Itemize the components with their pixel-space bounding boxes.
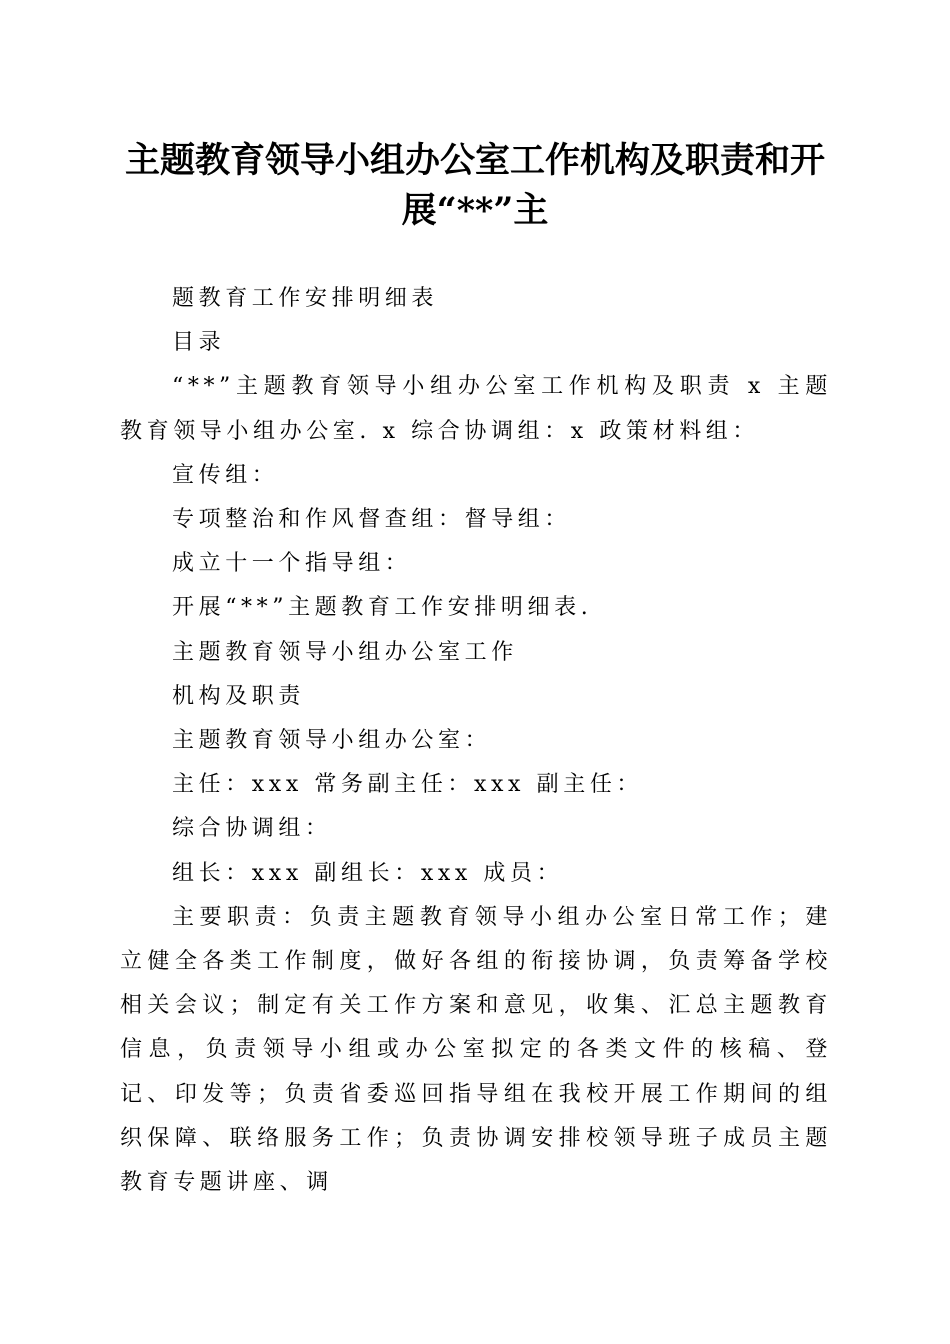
paragraph-toc-entry: 开展“**”主题教育工作安排明细表. (172, 595, 593, 621)
paragraph-main-duties: 主要职责：负责主题教育领导小组办公室日常工作；建立健全各类工作制度，做好各组的衔接协调，负责筹备学校相关会议；制定有关工作方案和意见，收集、汇总主题教育信息，负责领导小组或办公室拟定的各类文件的核稿、登记、印发等；负责省委巡回指导组在我校开展工作期间的组织保障、联络服务工作；负责协调安排校领导班子成员主题教育专题讲座、调 (120, 904, 832, 1196)
paragraph-group-heading: 综合协调组： (172, 816, 332, 842)
paragraph-toc-entry: 成立十一个指导组： (172, 551, 412, 577)
paragraph-office-heading: 主题教育领导小组办公室： (172, 728, 492, 754)
document-body (120, 277, 832, 1205)
paragraph-section-heading: 机构及职责 (172, 683, 306, 709)
paragraph-title-continuation: 题教育工作安排明细表 (172, 286, 439, 311)
paragraph-toc-heading: 目录 (172, 330, 226, 356)
paragraph-office-members: 主任：xxx 常务副主任：xxx 副主任： (172, 772, 644, 798)
paragraph-group-members: 组长：xxx 副组长：xxx 成员： (172, 860, 564, 886)
paragraph-section-heading: 主题教育领导小组办公室工作 (172, 639, 518, 665)
paragraph-toc-entry: 专项整治和作风督查组：督导组： (172, 507, 572, 533)
paragraph-toc-entry: “**”主题教育领导小组办公室工作机构及职责 x 主题教育领导小组办公室. x 综合协调组：x 政策材料组： (120, 374, 832, 444)
document-title: 主题教育领导小组办公室工作机构及职责和开展“**”主 (124, 140, 825, 231)
paragraph-toc-entry: 宣传组： (172, 462, 279, 488)
